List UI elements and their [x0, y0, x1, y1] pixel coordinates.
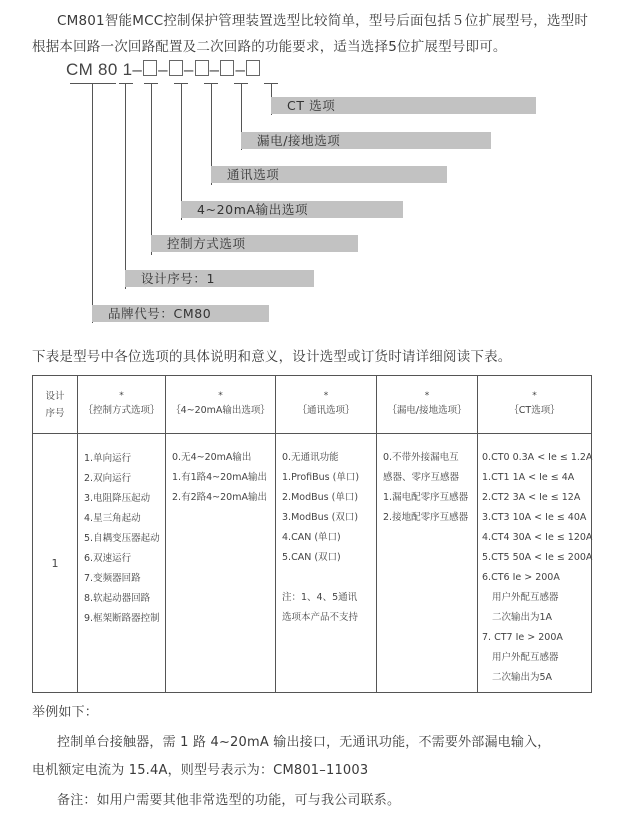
- star-mark: *: [119, 391, 124, 401]
- separator: –: [132, 60, 143, 79]
- header-leakage: [377, 376, 478, 434]
- underline-brand: [70, 83, 116, 84]
- list-item: 2.有2路4~20mA输出: [172, 492, 267, 503]
- list-item: 用户外配互感器: [492, 592, 559, 603]
- model-prefix: CM 80: [66, 60, 118, 79]
- slot-control-box: [143, 60, 157, 76]
- list-item: 4.CAN (单口): [282, 532, 341, 543]
- label-design-no: 设计序号：1: [125, 270, 314, 287]
- list-item: 感器、零序互感器: [383, 472, 460, 483]
- list-item: 5.CAN (双口): [282, 552, 341, 563]
- list-item: 1.有1路4~20mA输出: [172, 472, 267, 483]
- example-line-2: 电机额定电流为 15.4A，则型号表示为：CM801–11003: [32, 763, 369, 778]
- header-comm: [276, 376, 377, 434]
- separator: –: [183, 60, 194, 79]
- header-text: ｛通讯选项｝: [297, 405, 355, 416]
- list-item: 7. CT7 Ie > 200A: [482, 632, 563, 643]
- example-note: 备注：如用户需要其他非常选型的功能，可与我公司联系。: [57, 793, 401, 808]
- star-mark: *: [424, 391, 430, 401]
- list-item: 9.框架断路器控制: [84, 613, 160, 624]
- slot-leakage-box: [220, 60, 234, 76]
- star-mark: *: [532, 391, 537, 401]
- separator: –: [209, 60, 220, 79]
- model-design-digit: 1: [122, 60, 133, 79]
- label-control: 控制方式选项: [151, 235, 358, 252]
- list-item: 5.CT5 50A < Ie ≤ 200A: [482, 552, 593, 563]
- list-item: 1.CT1 1A < Ie ≤ 4A: [482, 472, 575, 483]
- list-item: 二次输出为5A: [492, 672, 553, 683]
- header-analog: [166, 376, 276, 434]
- list-item: 6.CT6 Ie > 200A: [482, 572, 560, 583]
- intro-line-2: 根据本回路一次回路配置及二次回路的功能要求，适当选择5位扩展型号即可。: [32, 39, 507, 55]
- list-item: 0.无4~20mA输出: [172, 452, 252, 463]
- list-item: 用户外配互感器: [492, 652, 559, 663]
- list-item: 3.ModBus (双口): [282, 512, 359, 523]
- cell-leakage-options: [377, 434, 478, 693]
- table-header-row: [33, 376, 592, 434]
- connector-analog: [181, 83, 182, 220]
- separator: –: [158, 60, 168, 79]
- list-item: 2.ModBus (单口): [282, 492, 359, 503]
- comm-note: 选项本产品不支持: [282, 612, 359, 623]
- cell-comm-options: [276, 434, 377, 693]
- list-item: 0.不带外接漏电互: [383, 452, 459, 463]
- list-item: 4.CT4 30A < Ie ≤ 120A: [482, 532, 593, 543]
- example-heading: 举例如下：: [32, 705, 99, 720]
- cell-control-options: [78, 434, 166, 693]
- connector-design: [125, 83, 126, 289]
- intro-line-1: CM801智能MCC控制保护管理装置选型比较简单，型号后面包括５位扩展型号，选型时: [57, 13, 589, 29]
- list-item: 2.接地配零序互感器: [383, 512, 469, 523]
- cell-analog-options: [166, 434, 276, 693]
- spec-table: [32, 375, 592, 693]
- header-text: ｛漏电/接地选项｝: [387, 405, 467, 416]
- cell-ct-options: [478, 434, 592, 693]
- label-analog: 4~20mA输出选项: [181, 201, 403, 218]
- list-item: 7.变频器回路: [84, 573, 141, 584]
- label-comm: 通讯选项: [211, 166, 447, 183]
- slot-ct-box: [246, 60, 260, 76]
- model-code: [66, 60, 261, 80]
- separator: –: [235, 60, 246, 79]
- example-line-1: 控制单台接触器，需 1 路 4~20mA 输出接口，无通讯功能，不需要外部漏电输入，: [57, 735, 551, 750]
- header-design-no: [33, 376, 78, 434]
- spacer: [282, 568, 376, 588]
- list-item: 5.自耦变压器起动: [84, 533, 160, 544]
- table-row: [33, 434, 592, 693]
- slot-comm-box: [195, 60, 209, 76]
- comm-note: 注：1、4、5通讯: [282, 592, 358, 603]
- label-ct: CT 选项: [271, 97, 536, 114]
- list-item: 2.CT2 3A < Ie ≤ 12A: [482, 492, 581, 503]
- connector-brand: [92, 83, 93, 323]
- label-leakage: 漏电/接地选项: [241, 132, 491, 149]
- list-item: 0.CT0 0.3A < Ie ≤ 1.2A: [482, 452, 593, 463]
- underline-design: [119, 83, 133, 84]
- header-text: 设计: [45, 390, 65, 402]
- list-item: 6.双速运行: [84, 553, 132, 564]
- header-text: ｛控制方式选项｝: [83, 405, 160, 416]
- header-text: 序号: [45, 407, 65, 419]
- table-intro: 下表是型号中各位选项的具体说明和意义，设计选型或订货时请详细阅读下表。: [32, 349, 512, 365]
- header-text: ｛CT选项｝: [509, 405, 560, 416]
- slot-analog-box: [169, 60, 183, 76]
- list-item: 2.双向运行: [84, 473, 132, 484]
- list-item: 1.ProfiBus (单口): [282, 472, 360, 483]
- list-item: 1.单向运行: [84, 453, 132, 464]
- connector-control: [151, 83, 152, 255]
- list-item: 1.漏电配零序互感器: [383, 492, 469, 503]
- list-item: 8.软起动器回路: [84, 593, 151, 604]
- label-brand: 品牌代号：CM80: [92, 305, 269, 322]
- header-control: [78, 376, 166, 434]
- list-item: 二次输出为1A: [492, 612, 553, 623]
- star-mark: *: [323, 391, 329, 401]
- header-ct: [478, 376, 592, 434]
- list-item: 3.电阻降压起动: [84, 493, 151, 504]
- star-mark: *: [218, 391, 223, 401]
- header-text: ｛4~20mA输出选项｝: [171, 405, 270, 416]
- cell-design-value: 1: [33, 434, 78, 693]
- list-item: 4.星三角起动: [84, 513, 141, 524]
- list-item: 0.无通讯功能: [282, 452, 339, 463]
- list-item: 3.CT3 10A < Ie ≤ 40A: [482, 512, 587, 523]
